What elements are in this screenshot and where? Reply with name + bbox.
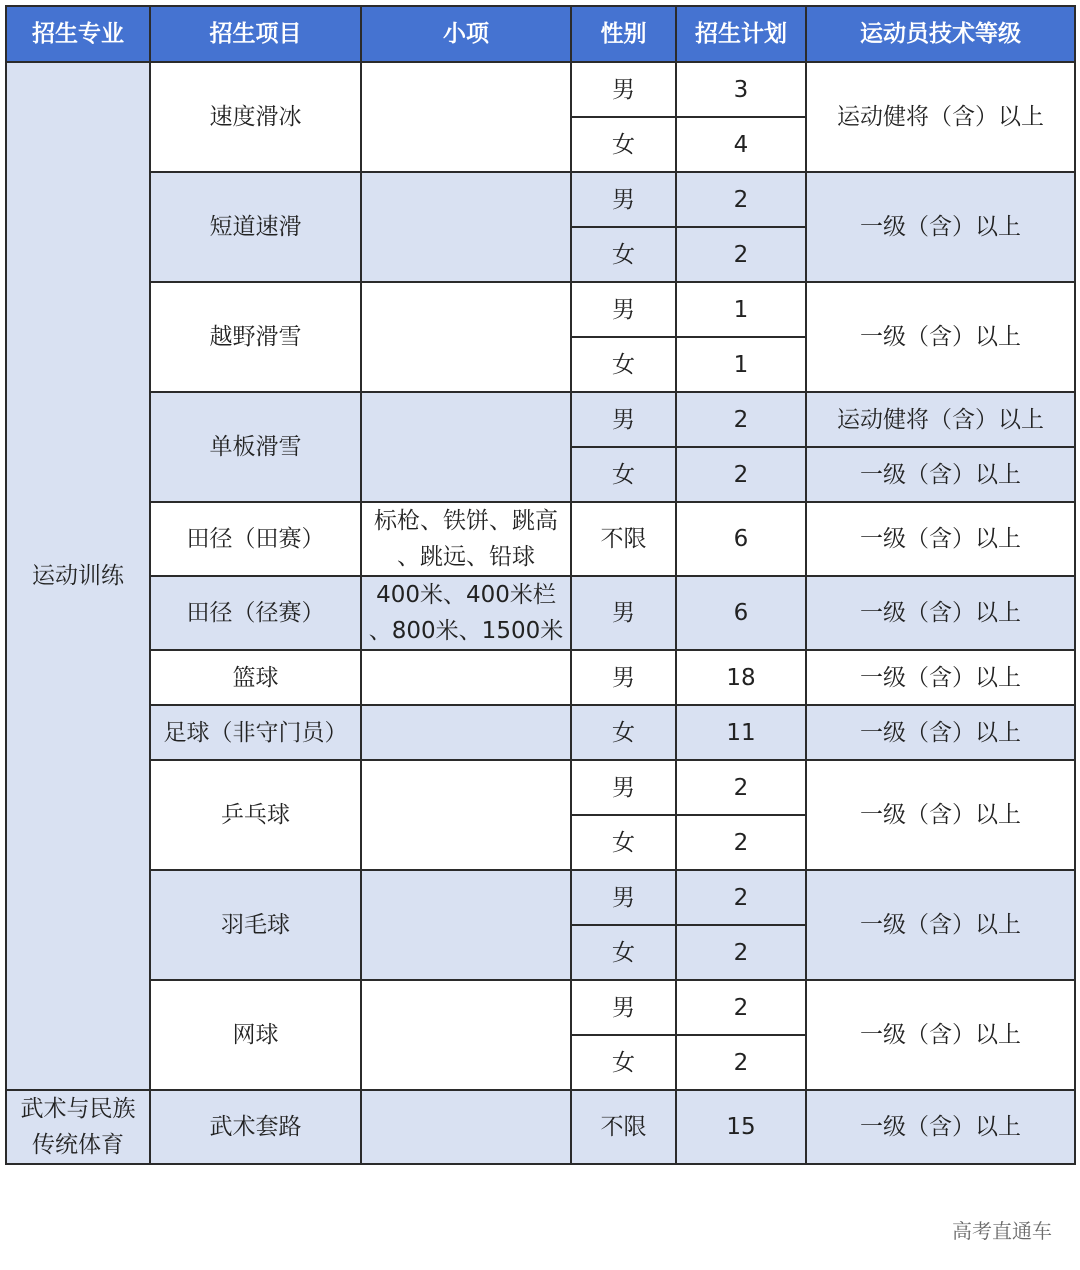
plan-cell: 15 bbox=[676, 1090, 806, 1164]
project-cell: 羽毛球 bbox=[150, 870, 361, 980]
plan-cell: 6 bbox=[676, 576, 806, 650]
table-row bbox=[6, 760, 1075, 815]
gender-cell: 女 bbox=[571, 925, 676, 980]
level-cell: 一级（含）以上 bbox=[806, 705, 1075, 760]
sub-item-cell bbox=[361, 392, 571, 502]
level-cell: 一级（含）以上 bbox=[806, 282, 1075, 392]
gender-cell: 男 bbox=[571, 282, 676, 337]
sub-item-cell bbox=[361, 282, 571, 392]
table-row bbox=[6, 650, 1075, 705]
plan-cell: 2 bbox=[676, 760, 806, 815]
level-cell: 一级（含）以上 bbox=[806, 760, 1075, 870]
plan-cell: 2 bbox=[676, 392, 806, 447]
level-cell: 一级（含）以上 bbox=[806, 650, 1075, 705]
plan-cell: 1 bbox=[676, 337, 806, 392]
gender-cell: 男 bbox=[571, 870, 676, 925]
sub-item-cell bbox=[361, 980, 571, 1090]
header-sub-item: 小项 bbox=[361, 6, 571, 62]
sub-item-cell bbox=[361, 576, 571, 650]
header-level: 运动员技术等级 bbox=[806, 6, 1075, 62]
project-cell: 武术套路 bbox=[150, 1090, 361, 1164]
table-row bbox=[6, 282, 1075, 337]
plan-cell: 11 bbox=[676, 705, 806, 760]
plan-cell: 6 bbox=[676, 502, 806, 576]
level-cell: 运动健将（含）以上 bbox=[806, 62, 1075, 172]
gender-cell: 女 bbox=[571, 705, 676, 760]
table-row bbox=[6, 705, 1075, 760]
gender-cell: 女 bbox=[571, 815, 676, 870]
table-row bbox=[6, 62, 1075, 117]
sub-item-cell bbox=[361, 650, 571, 705]
plan-cell: 2 bbox=[676, 447, 806, 502]
plan-cell: 2 bbox=[676, 1035, 806, 1090]
table-row bbox=[6, 980, 1075, 1035]
major-line: 武术与民族 bbox=[20, 1096, 136, 1122]
header-row bbox=[6, 6, 1075, 62]
header-project: 招生项目 bbox=[150, 6, 361, 62]
sub-item-line: 、800米、1500米 bbox=[368, 618, 564, 644]
project-cell: 网球 bbox=[150, 980, 361, 1090]
gender-cell: 女 bbox=[571, 227, 676, 282]
sub-item-line: 标枪、铁饼、跳高 bbox=[374, 508, 558, 534]
sub-item-cell bbox=[361, 705, 571, 760]
gender-cell: 男 bbox=[571, 760, 676, 815]
project-cell: 篮球 bbox=[150, 650, 361, 705]
level-cell: 一级（含）以上 bbox=[806, 502, 1075, 576]
plan-cell: 2 bbox=[676, 815, 806, 870]
sub-item-cell bbox=[361, 760, 571, 870]
plan-cell: 2 bbox=[676, 980, 806, 1035]
gender-cell: 不限 bbox=[571, 1090, 676, 1164]
table-row bbox=[6, 870, 1075, 925]
gender-cell: 男 bbox=[571, 980, 676, 1035]
level-cell: 一级（含）以上 bbox=[806, 980, 1075, 1090]
header-plan: 招生计划 bbox=[676, 6, 806, 62]
level-cell: 一级（含）以上 bbox=[806, 1090, 1075, 1164]
gender-cell: 男 bbox=[571, 576, 676, 650]
gender-cell: 男 bbox=[571, 650, 676, 705]
gender-cell: 男 bbox=[571, 392, 676, 447]
level-cell: 一级（含）以上 bbox=[806, 870, 1075, 980]
admissions-table bbox=[5, 5, 1076, 1165]
project-cell: 越野滑雪 bbox=[150, 282, 361, 392]
project-cell: 田径（田赛） bbox=[150, 502, 361, 576]
gender-cell: 女 bbox=[571, 117, 676, 172]
level-cell: 一级（含）以上 bbox=[806, 172, 1075, 282]
gender-cell: 女 bbox=[571, 1035, 676, 1090]
major-cell bbox=[6, 1090, 150, 1164]
gender-cell: 男 bbox=[571, 172, 676, 227]
header-gender: 性别 bbox=[571, 6, 676, 62]
watermark: 高考直通车 bbox=[952, 1219, 1052, 1243]
sub-item-line: 400米、400米栏 bbox=[376, 582, 556, 608]
project-cell: 速度滑冰 bbox=[150, 62, 361, 172]
level-cell: 一级（含）以上 bbox=[806, 447, 1075, 502]
plan-cell: 1 bbox=[676, 282, 806, 337]
project-cell: 田径（径赛） bbox=[150, 576, 361, 650]
project-cell: 短道速滑 bbox=[150, 172, 361, 282]
sub-item-cell bbox=[361, 870, 571, 980]
header-major: 招生专业 bbox=[6, 6, 150, 62]
project-cell: 单板滑雪 bbox=[150, 392, 361, 502]
table-row bbox=[6, 392, 1075, 447]
table-row bbox=[6, 172, 1075, 227]
project-cell: 足球（非守门员） bbox=[150, 705, 361, 760]
project-cell: 乒乓球 bbox=[150, 760, 361, 870]
plan-cell: 2 bbox=[676, 172, 806, 227]
level-cell: 一级（含）以上 bbox=[806, 576, 1075, 650]
plan-cell: 2 bbox=[676, 925, 806, 980]
plan-cell: 4 bbox=[676, 117, 806, 172]
gender-cell: 男 bbox=[571, 62, 676, 117]
sub-item-line: 、跳远、铅球 bbox=[397, 544, 535, 570]
gender-cell: 女 bbox=[571, 337, 676, 392]
major-line: 传统体育 bbox=[32, 1132, 124, 1158]
plan-cell: 2 bbox=[676, 870, 806, 925]
sub-item-cell bbox=[361, 172, 571, 282]
major-cell: 运动训练 bbox=[6, 62, 150, 1090]
plan-cell: 2 bbox=[676, 227, 806, 282]
level-cell: 运动健将（含）以上 bbox=[806, 392, 1075, 447]
gender-cell: 女 bbox=[571, 447, 676, 502]
sub-item-cell bbox=[361, 62, 571, 172]
plan-cell: 3 bbox=[676, 62, 806, 117]
sub-item-cell bbox=[361, 502, 571, 576]
sub-item-cell bbox=[361, 1090, 571, 1164]
plan-cell: 18 bbox=[676, 650, 806, 705]
gender-cell: 不限 bbox=[571, 502, 676, 576]
